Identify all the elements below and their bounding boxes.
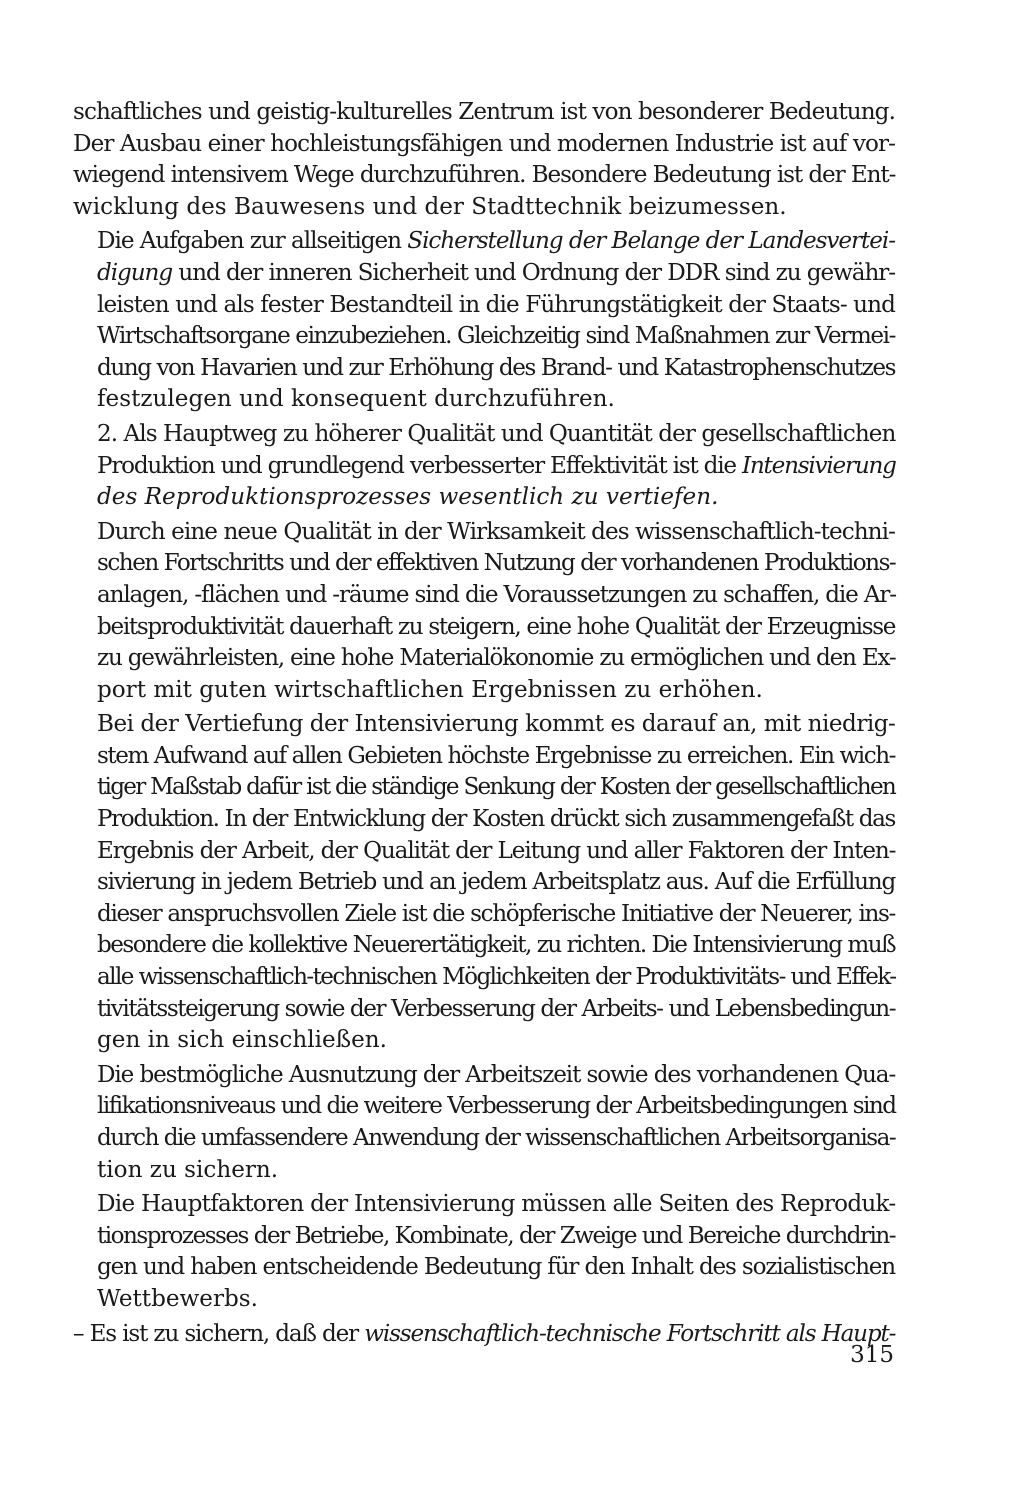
text-line: [73, 1284, 895, 1316]
text-run: Ergebnis der Arbeit, der Qualität der Leitung und aller Faktoren der Inten-: [97, 837, 896, 864]
text-run: schen Fortschritts und der effektiven Nutzung der vorhandenen Produktions-: [97, 550, 896, 577]
text-line: [73, 451, 895, 483]
text-run: zu gewährleisten, eine hohe Materialökonomie zu ermöglichen und den Ex-: [97, 645, 896, 672]
italic-text: wissenschaftlich-technische Fortschritt als Haupt-: [364, 1320, 896, 1347]
text-line: [73, 321, 895, 353]
text-run: wicklung des Bauwesens und der Stadttechnik beizumessen.: [73, 193, 787, 220]
text-line: [73, 867, 895, 899]
text-run: wiegend intensivem Wege durchzuführen. Besondere Bedeutung ist der Ent-: [73, 162, 896, 189]
text-run: besondere die kollektive Neuerertätigkeit, zu richten. Die Intensivierung muß: [97, 932, 895, 959]
text-line: [73, 930, 895, 962]
text-line: [73, 804, 895, 836]
text-line: [73, 741, 895, 773]
text-line: [73, 836, 895, 868]
text-line: [73, 612, 895, 644]
text-run: stem Aufwand auf allen Gebieten höchste Ergebnisse zu erreichen. Ein wich-: [97, 742, 895, 769]
page-number: 315: [850, 1342, 894, 1368]
text-run: dieser anspruchsvollen Ziele ist die schöpferische Initiative der Neuerer, ins-: [97, 900, 895, 927]
text-run: Die Hauptfaktoren der Intensivierung müssen alle Seiten des Reproduk-: [97, 1191, 896, 1218]
text-line: [73, 962, 895, 994]
text-run: beitsproduktivität dauerhaft zu steigern, eine hohe Qualität der Erzeugnisse: [97, 613, 896, 640]
text-run: port mit guten wirtschaftlichen Ergebnissen zu erhöhen.: [97, 676, 763, 703]
text-run: durch die umfassendere Anwendung der wissenschaftlichen Arbeitsorganisa-: [97, 1125, 896, 1151]
text-line: [73, 384, 895, 416]
text-run: Die bestmögliche Ausnutzung der Arbeitszeit sowie des vorhandenen Qua-: [97, 1061, 896, 1088]
text-line: [73, 580, 895, 612]
text-run: leisten und als fester Bestandteil in die Führungstätigkeit der Staats- und: [97, 291, 895, 318]
text-line: [73, 899, 895, 931]
italic-text: des Reproduktionsprozesses wesentlich zu vertiefen.: [97, 484, 719, 511]
text-line: [73, 353, 895, 385]
text-run: gen in sich einschließen.: [97, 1027, 387, 1054]
text-run: Bei der Vertiefung der Intensivierung kommt es darauf an, mit niedrig-: [97, 711, 896, 738]
text-line: [73, 643, 895, 675]
text-line: [73, 772, 895, 804]
text-run: dung von Havarien und zur Erhöhung des Brand- und Katastrophenschutzes: [97, 354, 895, 381]
text-line: [73, 482, 895, 514]
page-body: [73, 97, 895, 1350]
text-run: – Es ist zu sichern, daß der: [73, 1320, 365, 1347]
italic-text: digung: [97, 259, 173, 286]
paragraph: [73, 1189, 895, 1315]
text-run: lifikationsniveaus und die weitere Verbesserung der Arbeitsbedingungen sind: [97, 1093, 896, 1120]
text-run: anlagen, -flächen und -räume sind die Voraussetzungen zu schaffen, die Ar-: [97, 581, 896, 608]
paragraph: [73, 226, 895, 416]
text-run: Produktion. In der Entwicklung der Kosten drückt sich zusammengefaßt das: [97, 806, 895, 833]
paragraph: [73, 1060, 895, 1186]
text-run: tiger Maßstab dafür ist die ständige Senkung der Kosten der gesellschaftlichen: [97, 774, 896, 801]
text-line: [73, 1221, 895, 1253]
text-line: [73, 290, 895, 322]
text-line: [73, 258, 895, 290]
text-run: Die Aufgaben zur allseitigen: [97, 228, 408, 255]
text-line: [73, 1189, 895, 1221]
text-line: [73, 226, 895, 258]
text-run: tionsprozesses der Betriebe, Kombinate, der Zweige und Bereiche durchdrin-: [97, 1222, 895, 1249]
text-line: [73, 709, 895, 741]
text-line: [73, 1123, 895, 1155]
text-run: tion zu sichern.: [97, 1156, 279, 1183]
paragraph: [73, 709, 895, 1057]
text-line: [73, 160, 895, 192]
paragraph: [73, 97, 895, 223]
text-line: [73, 1319, 895, 1351]
text-run: schaftliches und geistig-kulturelles Zentrum ist von besonderer Bedeutung.: [73, 99, 896, 125]
italic-text: Intensivierung: [741, 452, 896, 479]
italic-text: Sicherstellung der Belange der Landesvertei-: [407, 228, 895, 255]
text-run: Der Ausbau einer hochleistungsfähigen und modernen Industrie ist auf vor-: [73, 130, 895, 157]
text-line: [73, 1091, 895, 1123]
text-run: tivitätssteigerung sowie der Verbesserung der Arbeits- und Lebensbedingun-: [97, 995, 896, 1022]
text-line: [73, 548, 895, 580]
text-line: [73, 129, 895, 161]
text-run: und der inneren Sicherheit und Ordnung der DDR sind zu gewähr-: [172, 259, 895, 286]
text-run: sivierung in jedem Betrieb und an jedem Arbeitsplatz aus. Auf die Erfüllung: [97, 869, 895, 896]
text-line: [73, 1060, 895, 1092]
text-run: gen und haben entscheidende Bedeutung für den Inhalt des sozialistischen: [97, 1254, 895, 1281]
text-line: [73, 675, 895, 707]
text-line: [73, 1252, 895, 1284]
text-run: Wettbewerbs.: [97, 1285, 258, 1312]
text-line: [73, 1155, 895, 1187]
text-run: festzulegen und konsequent durchzuführen.: [97, 386, 615, 413]
text-line: [73, 97, 895, 129]
text-line: [73, 517, 895, 549]
text-line: [73, 1025, 895, 1057]
paragraph: [73, 419, 895, 514]
text-run: alle wissenschaftlich-technischen Möglichkeiten der Produktivitäts- und Effek-: [97, 964, 896, 991]
text-line: [73, 994, 895, 1026]
text-run: Produktion und grundlegend verbesserter Effektivität ist die: [97, 452, 742, 479]
text-line: [73, 192, 895, 224]
paragraph: [73, 1319, 895, 1351]
paragraph: [73, 517, 895, 707]
text-run: Wirtschaftsorgane einzubeziehen. Gleichzeitig sind Maßnahmen zur Vermei-: [97, 323, 895, 350]
text-line: [73, 419, 895, 451]
text-run: Durch eine neue Qualität in der Wirksamkeit des wissenschaftlich-techni-: [97, 518, 895, 545]
text-run: 2. Als Hauptweg zu höherer Qualität und Quantität der gesellschaftlichen: [97, 420, 896, 447]
